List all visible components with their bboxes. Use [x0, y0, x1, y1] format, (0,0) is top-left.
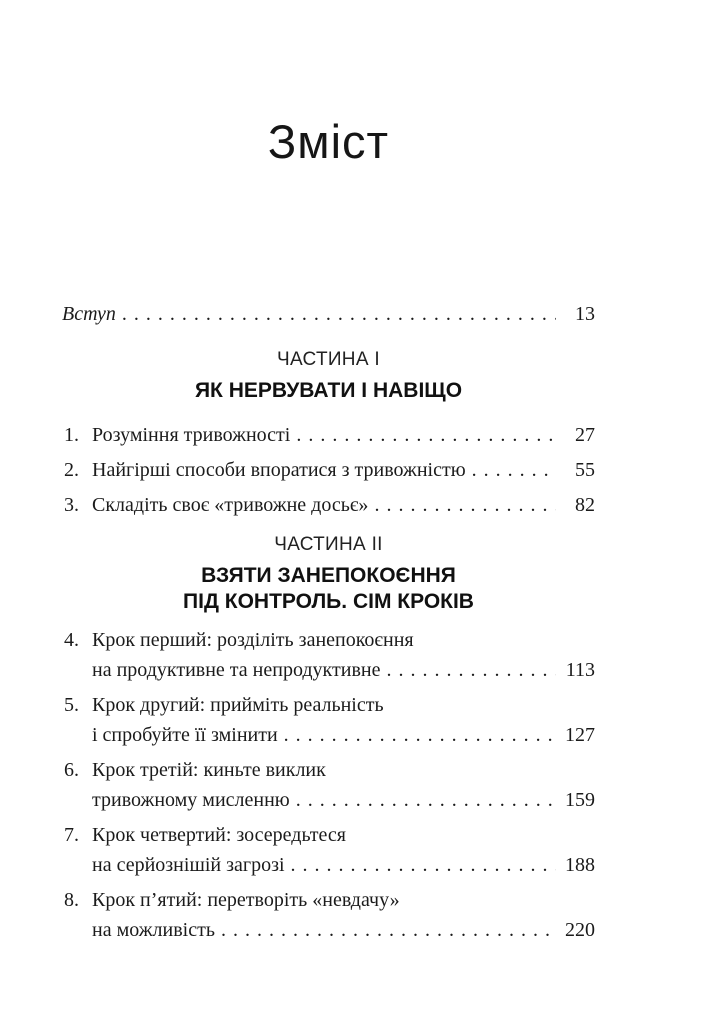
- dot-leader: [386, 655, 556, 685]
- dot-leader: [374, 488, 556, 523]
- toc-entry-number: 6.: [64, 759, 79, 781]
- toc-entry-title-continued: на серйознішій загрозі: [92, 854, 285, 876]
- toc-entry: [62, 885, 595, 945]
- toc-entry-title: Найгірші способи впоратися з тривожністю: [92, 459, 466, 481]
- toc-entry: [62, 820, 595, 880]
- toc-entry-number: 1.: [64, 424, 79, 446]
- part-2-heading-line: ПІД КОНТРОЛЬ. СІМ КРОКІВ: [183, 590, 474, 613]
- toc-entry-label: Вступ: [62, 303, 116, 325]
- toc-entry: [62, 755, 595, 815]
- toc-entry-page: 55: [575, 459, 595, 481]
- toc-entry-page: 27: [575, 424, 595, 446]
- toc-entry-number: 8.: [64, 889, 79, 911]
- toc-entry: [62, 418, 595, 453]
- dot-leader: [296, 785, 556, 815]
- toc-entry-title-continued: тривожному мисленню: [92, 789, 290, 811]
- toc-entry-page: 188: [565, 854, 595, 876]
- dot-leader: [122, 300, 556, 328]
- part-1-kicker: ЧАСТИНА I: [277, 349, 380, 370]
- part-2-heading: [62, 563, 595, 615]
- part-1-entries: [62, 418, 595, 523]
- toc-entry: [62, 625, 595, 685]
- toc-entry-page: 82: [575, 494, 595, 516]
- toc-entry-page: 159: [565, 789, 595, 811]
- toc-entry-title: Крок п’ятий: перетворіть «невдачу»: [92, 889, 400, 911]
- toc-entry-number: 3.: [64, 494, 79, 516]
- dot-leader: [291, 850, 556, 880]
- toc-entry-page: 220: [565, 919, 595, 941]
- toc-entry-intro: [62, 300, 595, 328]
- toc-entry-title-continued: на продуктивне та непродуктивне: [92, 659, 381, 681]
- toc-entry-page: 113: [565, 659, 595, 681]
- toc-entry-number: 7.: [64, 824, 79, 846]
- toc-entry: [62, 488, 595, 523]
- dot-leader: [472, 453, 556, 488]
- toc-entry-title-continued: і спробуйте її змінити: [92, 724, 278, 746]
- dot-leader: [284, 720, 556, 750]
- table-of-contents: [62, 300, 595, 945]
- toc-entry-number: 5.: [64, 694, 79, 716]
- toc-entry-page: 13: [575, 303, 595, 325]
- toc-entry-title: Крок другий: прийміть реальність: [92, 694, 384, 716]
- page-title: Зміст: [267, 115, 390, 168]
- dot-leader: [221, 915, 556, 945]
- part-2-entries: [62, 625, 595, 945]
- toc-entry-page: 127: [565, 724, 595, 746]
- part-2-heading-line: ВЗЯТИ ЗАНЕПОКОЄННЯ: [201, 564, 456, 587]
- part-1-heading: [62, 378, 595, 404]
- toc-entry-title-continued: на можливість: [92, 919, 215, 941]
- toc-entry-title: Крок четвертий: зосередьтеся: [92, 824, 346, 846]
- toc-entry-number: 2.: [64, 459, 79, 481]
- toc-entry-title: Складіть своє «тривожне досьє»: [92, 494, 369, 516]
- toc-entry-title: Розуміння тривожності: [92, 424, 291, 446]
- toc-entry-title: Крок третій: киньте виклик: [92, 759, 326, 781]
- toc-entry: [62, 453, 595, 488]
- part-2-kicker: ЧАСТИНА II: [274, 534, 383, 555]
- toc-entry-number: 4.: [64, 629, 79, 651]
- dot-leader: [296, 418, 556, 453]
- part-1-heading-line: ЯК НЕРВУВАТИ І НАВІЩО: [194, 379, 463, 402]
- toc-entry-title: Крок перший: розділіть занепокоєння: [92, 629, 414, 651]
- toc-entry: [62, 690, 595, 750]
